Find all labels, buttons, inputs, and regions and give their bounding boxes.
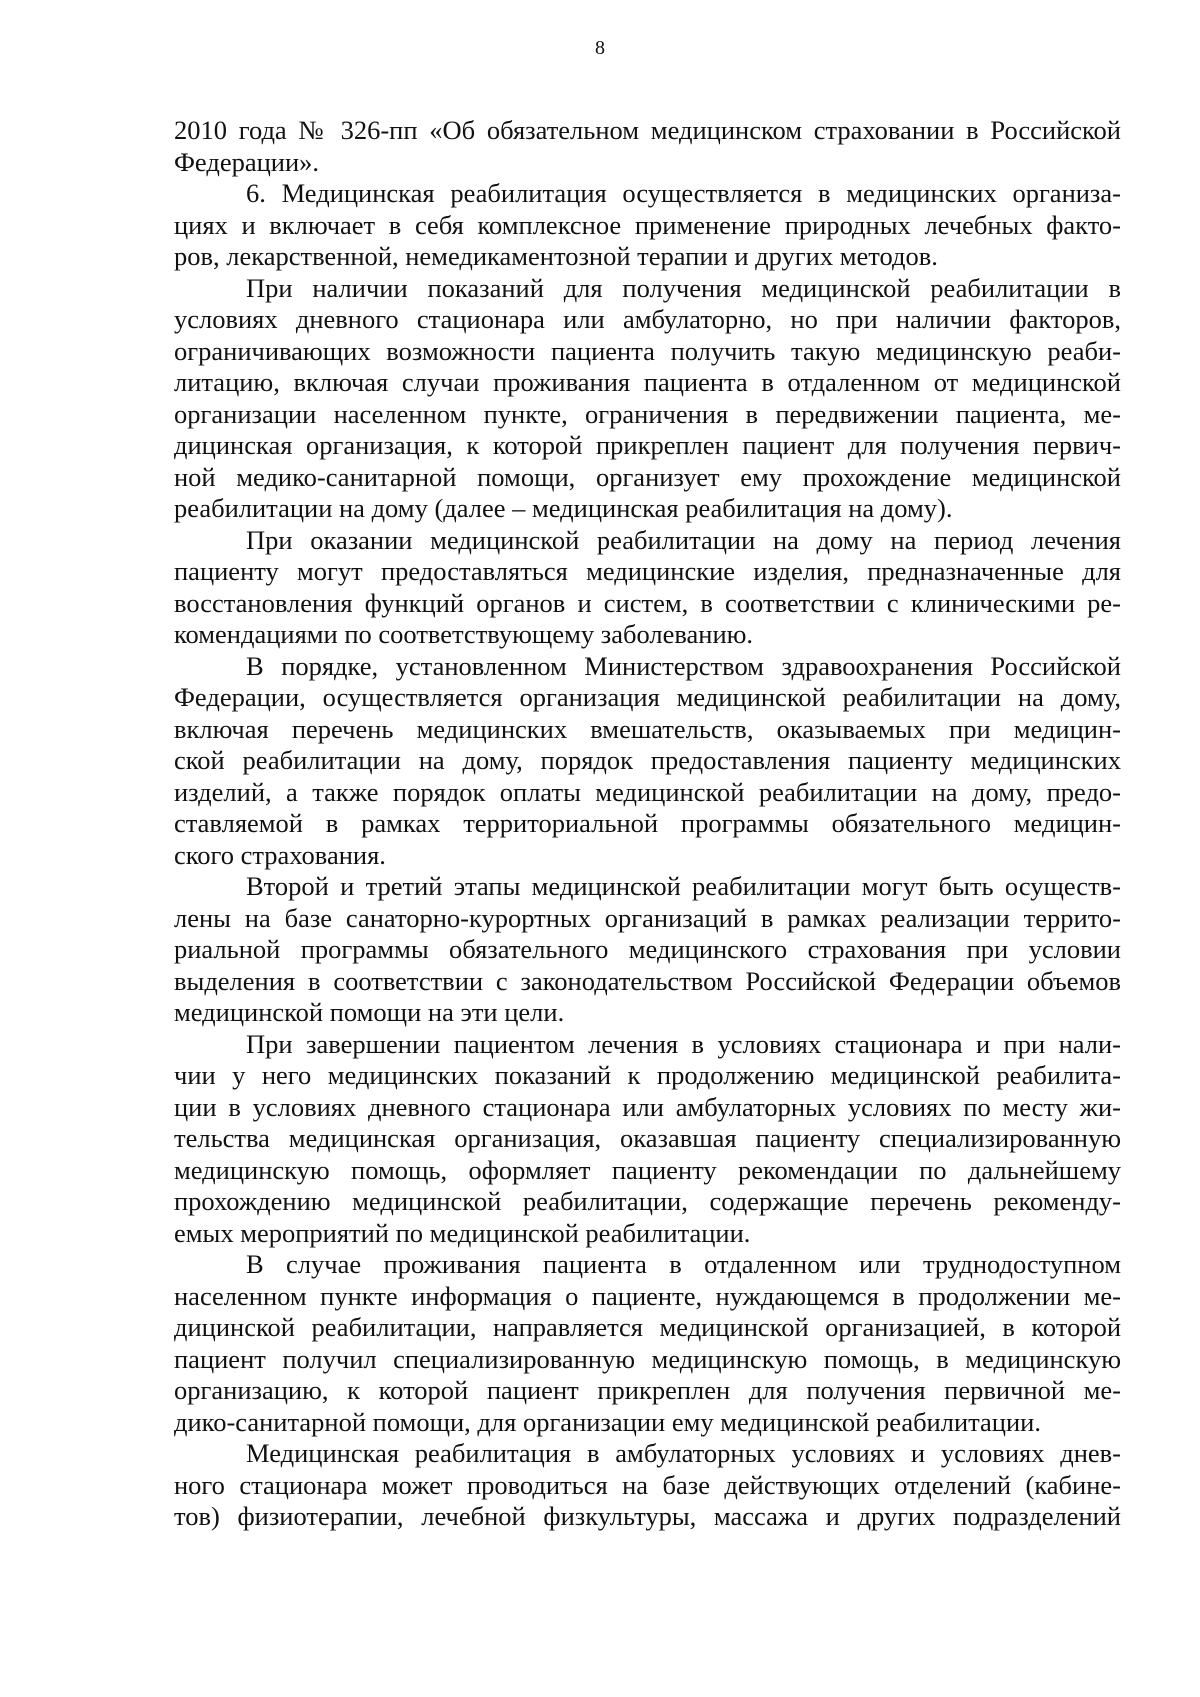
text-line: выделения в соответствии с законодательством Российской Федерации объемов (174, 965, 1121, 996)
text-line: Федерации, осуществляется организация медицинской реабилитации на дому, (174, 682, 1121, 712)
text-line: При завершении пациентом лечения в условиях стационара и при нали- (246, 1028, 1121, 1059)
text-line: организации населенном пункте, ограничения в передвижении пациента, ме- (174, 398, 1121, 429)
text-line: В случае проживания пациента в отдаленном или труднодоступном (246, 1249, 1121, 1279)
text-line: тов) физиотерапии, лечебной физкультуры, массажа и других подразделений (174, 1501, 1121, 1531)
text-line: ограничивающих возможности пациента получить такую медицинскую реаби- (174, 335, 1121, 366)
text-line: медицинской помощи на эти цели. (174, 997, 565, 1027)
text-line: ной медико-санитарной помощи, организует ему прохождение медицинской (174, 461, 1121, 492)
text-line: условиях дневного стационара или амбулаторно, но при наличии факторов, (174, 304, 1121, 334)
text-line: дицинской реабилитации, направляется медицинской организацией, в которой (174, 1312, 1121, 1342)
text-line: лены на базе санаторно-курортных организаций в рамках реализации террито- (174, 902, 1121, 933)
text-line: ского страхования. (174, 839, 386, 870)
text-line: медицинскую помощь, оформляет пациенту рекомендации по дальнейшему (174, 1154, 1121, 1185)
text-line: 2010 года № 326-пп «Об обязательном медицинском страховании в Российской (174, 115, 1121, 145)
text-line: ставляемой в рамках территориальной программы обязательного медицин- (174, 808, 1121, 838)
text-line: населенном пункте информация о пациенте, нуждающемся в продолжении ме- (174, 1280, 1121, 1311)
text-line: реабилитации на дому (далее – медицинская реабилитация на дому). (174, 493, 953, 523)
text-line: чии у него медицинских показаний к продолжению медицинской реабилита- (174, 1060, 1121, 1090)
text-line: организацию, к которой пациент прикреплен для получения первичной ме- (174, 1375, 1121, 1405)
document-body (174, 115, 1121, 1533)
text-line: При оказании медицинской реабилитации на дому на период лечения (246, 524, 1121, 555)
text-line: изделий, а также порядок оплаты медицинской реабилитации на дому, предо- (174, 776, 1121, 807)
text-line: емых мероприятий по медицинской реабилитации. (174, 1217, 751, 1248)
text-line: циях и включает в себя комплексное применение природных лечебных факто- (174, 209, 1121, 240)
text-line: тельства медицинская организация, оказавшая пациенту специализированную (174, 1123, 1121, 1153)
text-line: 6. Медицинская реабилитация осуществляется в медицинских организа- (246, 178, 1121, 208)
text-line: пациент получил специализированную медицинскую помощь, в медицинскую (174, 1343, 1121, 1374)
text-line: При наличии показаний для получения медицинской реабилитации в (246, 272, 1121, 303)
text-line: Федерации». (174, 146, 320, 177)
text-line: ного стационара может проводиться на базе действующих отделений (кабине- (174, 1469, 1121, 1500)
text-line: прохождению медицинской реабилитации, содержащие перечень рекоменду- (174, 1186, 1121, 1216)
text-line: восстановления функций органов и систем, в соответствии с клиническими ре- (174, 587, 1121, 618)
text-line: включая перечень медицинских вмешательств, оказываемых при медицин- (174, 713, 1121, 744)
page-number: 8 (595, 37, 605, 59)
text-line: пациенту могут предоставляться медицинские изделия, предназначенные для (174, 556, 1121, 586)
text-line: дико-санитарной помощи, для организации ему медицинской реабилитации. (174, 1406, 1041, 1437)
text-line: Медицинская реабилитация в амбулаторных условиях и условиях днев- (246, 1438, 1121, 1468)
text-line: дицинская организация, к которой прикреплен пациент для получения первич- (174, 430, 1121, 460)
text-line: ров, лекарственной, немедикаментозной терапии и других методов. (174, 241, 938, 271)
text-line: Второй и третий этапы медицинской реабилитации могут быть осуществ- (246, 871, 1121, 901)
text-line: риальной программы обязательного медицинского страхования при условии (174, 934, 1121, 964)
text-line: ции в условиях дневного стационара или амбулаторных условиях по месту жи- (174, 1091, 1121, 1122)
text-line: литацию, включая случаи проживания пациента в отдаленном от медицинской (174, 367, 1121, 397)
text-line: ской реабилитации на дому, порядок предоставления пациенту медицинских (174, 745, 1121, 775)
text-line: комендациями по соответствующему заболеванию. (174, 619, 754, 649)
text-line: В порядке, установленном Министерством здравоохранения Российской (246, 650, 1121, 681)
